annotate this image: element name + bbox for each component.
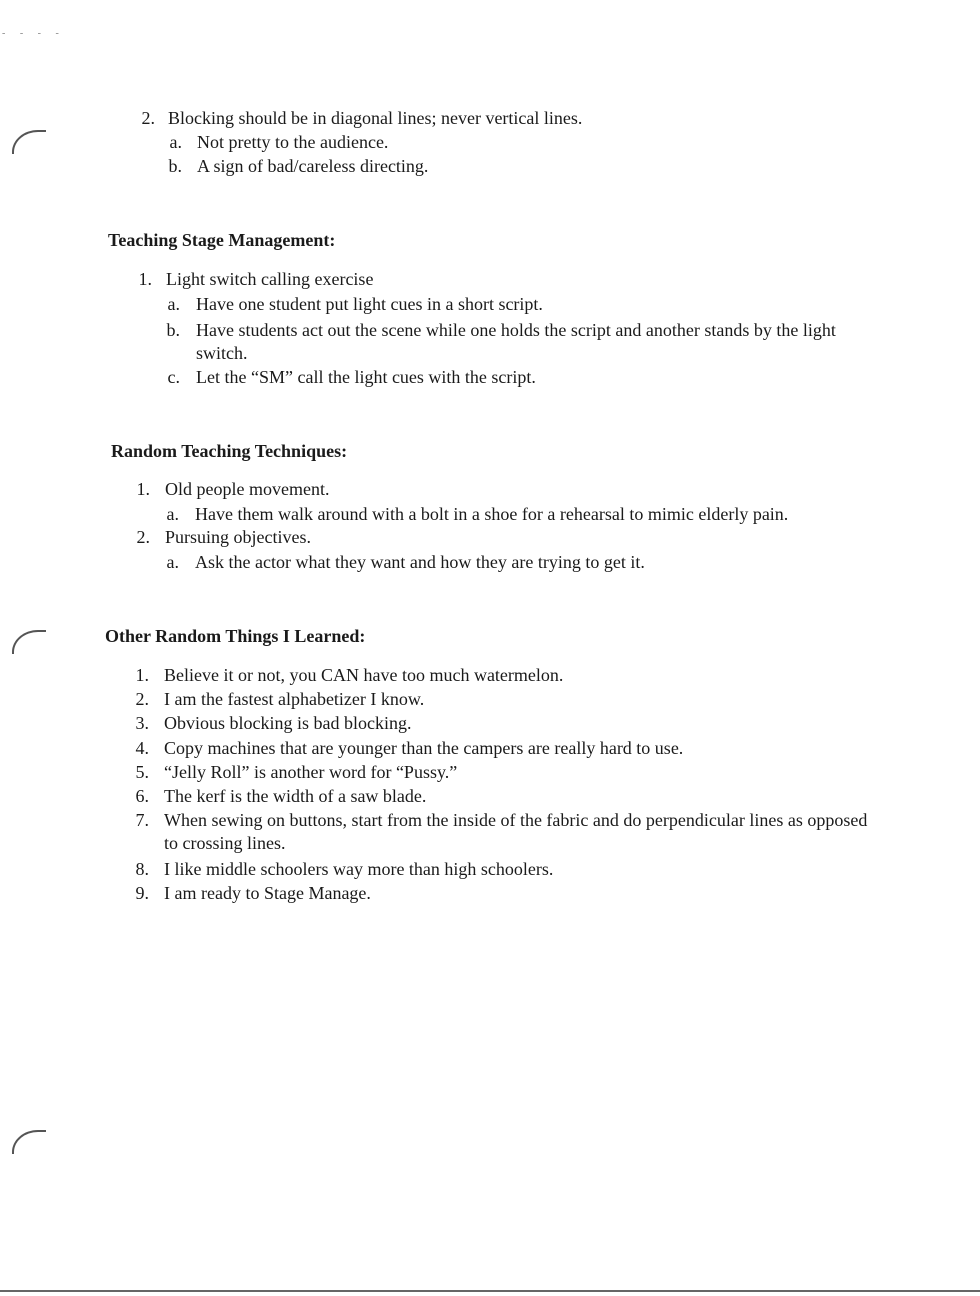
list-marker: a. (166, 504, 179, 524)
list-text: Ask the actor what they want and how they are trying to get it. (195, 552, 645, 572)
list-marker: 7. (135, 810, 149, 830)
section-heading: Other Random Things I Learned: (105, 626, 366, 646)
binder-hole-top (12, 130, 46, 154)
list-text: Let the “SM” call the light cues with the script. (196, 367, 536, 387)
list-text: A sign of bad/careless directing. (197, 156, 429, 176)
list-text: Blocking should be in diagonal lines; never vertical lines. (168, 108, 583, 128)
list-text: “Jelly Roll” is another word for “Pussy.” (164, 762, 458, 782)
binder-hole-middle (12, 630, 46, 654)
list-text: Light switch calling exercise (166, 269, 374, 289)
list-text: Pursuing objectives. (165, 527, 311, 547)
list-text: Have them walk around with a bolt in a shoe for a rehearsal to mimic elderly pain. (195, 504, 789, 524)
list-marker: 4. (135, 738, 149, 758)
list-marker: 2. (136, 527, 150, 547)
list-marker: a. (167, 294, 180, 314)
scan-specks: - - - - (2, 28, 65, 39)
list-text: When sewing on buttons, start from the inside of the fabric and do perpendicular lines as opposed to crossing lines. (164, 810, 868, 853)
list-text: I am the fastest alphabetizer I know. (164, 689, 425, 709)
list-marker: a. (166, 552, 179, 572)
list-text: Have students act out the scene while one holds the script and another stands by the light switch. (196, 320, 836, 363)
list-marker: 2. (135, 689, 149, 709)
list-marker: 5. (135, 762, 149, 782)
list-text: I am ready to Stage Manage. (164, 883, 371, 903)
list-text: Believe it or not, you CAN have too much watermelon. (164, 665, 564, 685)
list-marker: 1. (135, 665, 149, 685)
list-text: Have one student put light cues in a short script. (196, 294, 543, 314)
list-marker: 1. (138, 269, 152, 289)
list-text: Old people movement. (165, 479, 330, 499)
list-text: Obvious blocking is bad blocking. (164, 713, 412, 733)
list-text: Not pretty to the audience. (197, 132, 389, 152)
list-marker: 6. (135, 786, 149, 806)
list-marker: 1. (136, 479, 150, 499)
list-text: Copy machines that are younger than the campers are really hard to use. (164, 738, 684, 758)
list-text: I like middle schoolers way more than high schoolers. (164, 859, 554, 879)
list-marker: 3. (135, 713, 149, 733)
list-marker: 9. (135, 883, 149, 903)
scan-edge-line (0, 1290, 980, 1292)
list-text: The kerf is the width of a saw blade. (164, 786, 427, 806)
list-marker: b. (166, 320, 180, 340)
section-heading: Teaching Stage Management: (108, 230, 336, 250)
section-heading: Random Teaching Techniques: (111, 441, 348, 461)
binder-hole-bottom (12, 1130, 46, 1154)
list-marker: c. (167, 367, 180, 387)
list-marker: 2. (141, 108, 155, 128)
list-marker: a. (169, 132, 182, 152)
list-marker: 8. (135, 859, 149, 879)
list-marker: b. (168, 156, 182, 176)
